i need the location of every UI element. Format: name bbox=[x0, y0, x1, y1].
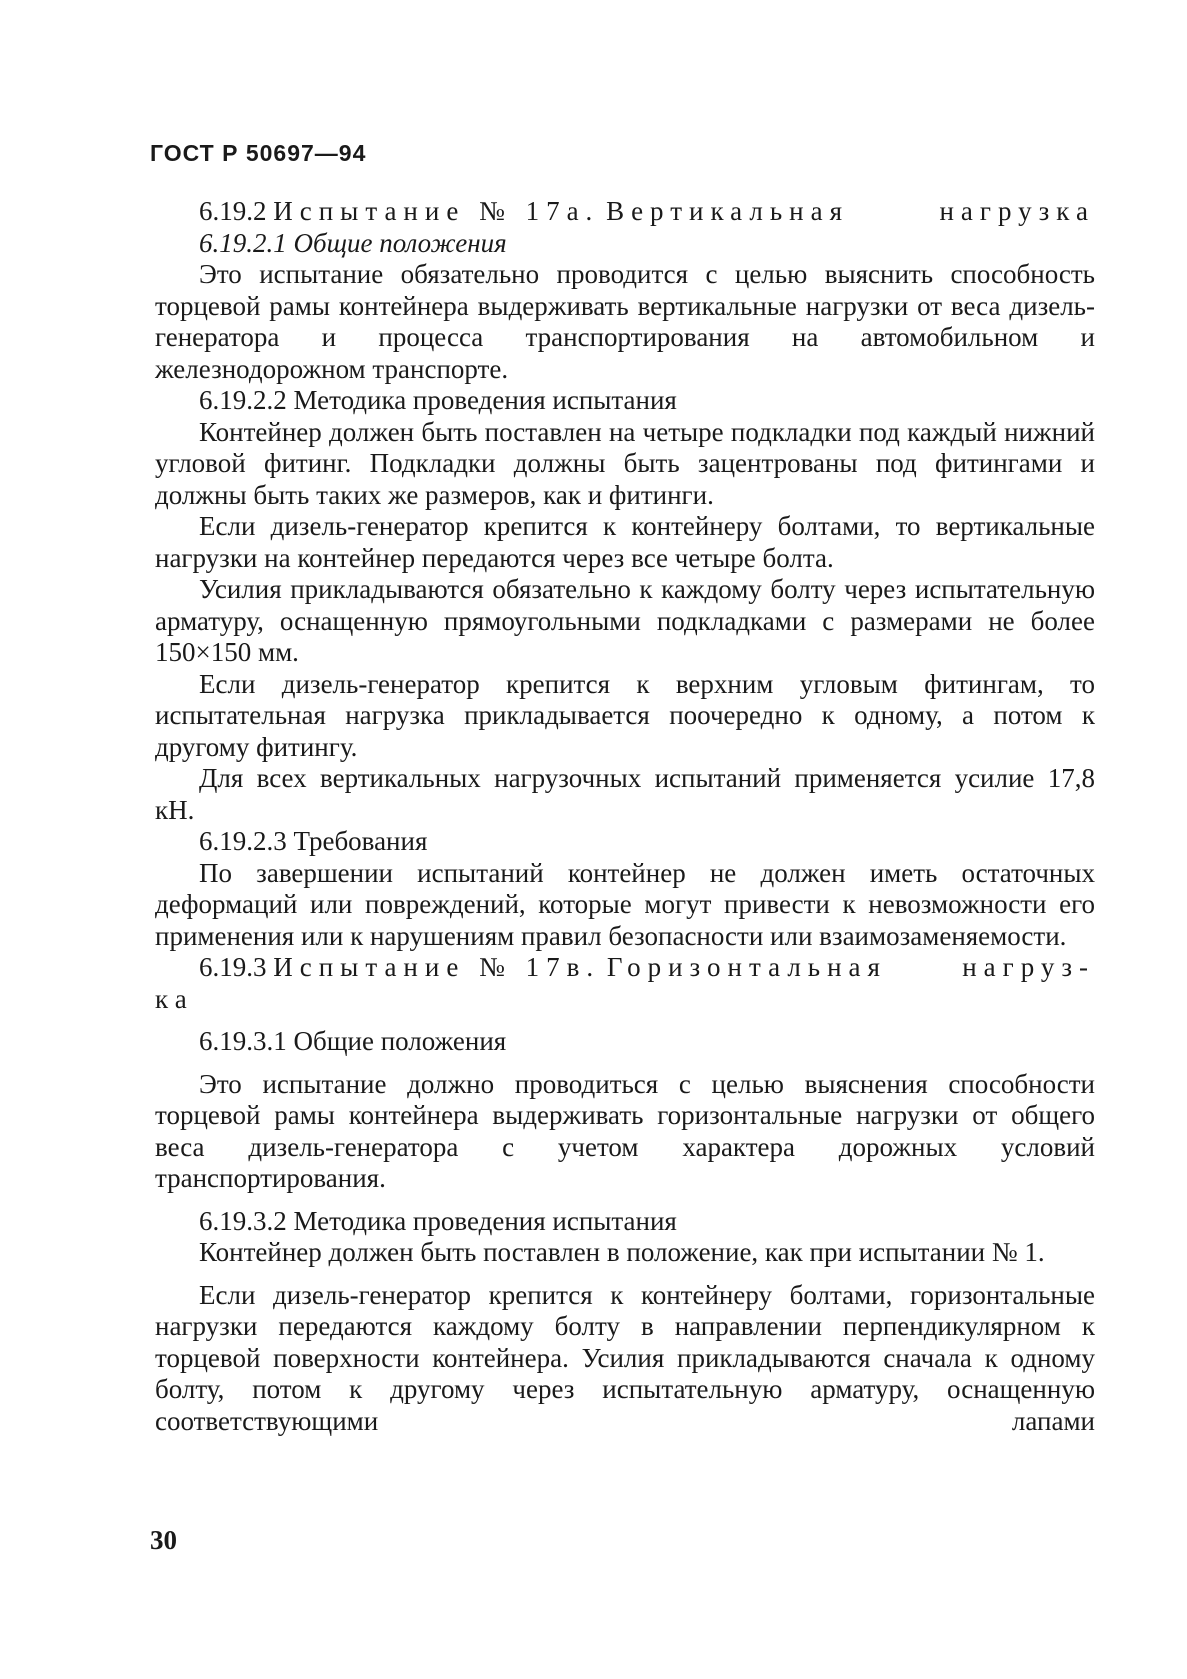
section-title-continuation: ка bbox=[155, 983, 194, 1014]
section-number: 6.19.3 bbox=[199, 952, 267, 982]
paragraph: Контейнер должен быть поставлен на четыре подкладки под каждый нижний угловой фитинг. Подкладки должны быть зацентрованы под фитингами и должны быть таких же размеров, как и фитинги. bbox=[155, 416, 1095, 510]
subsection-heading: 6.19.2.1 Общие положения bbox=[199, 227, 507, 258]
paragraph: Если дизель-генератор крепится к контейнеру болтами, горизонтальные нагрузки передаются каждому болту в направлении перпендикулярном к торцевой поверхности контейнера. Усилия прикладываются сначала к одному болту, потом к другому через испытательную арматуру, оснащенную соответствующими лапами bbox=[155, 1279, 1095, 1436]
paragraph: Это испытание должно проводиться с целью выяснения способности торцевой рамы контейнера выдерживать горизонтальные нагрузки от общего веса дизель-генератора с учетом характера дорожных условий транспортирования. bbox=[155, 1068, 1095, 1193]
section-label: Испытание № 17в. bbox=[273, 952, 601, 982]
section-title-end: нагруз- bbox=[962, 952, 1095, 982]
document-header: ГОСТ Р 50697—94 bbox=[150, 140, 367, 166]
page-number: 30 bbox=[150, 1525, 177, 1555]
paragraph: Это испытание обязательно проводится с целью выяснить способность торцевой рамы контейнера выдерживать вертикальные нагрузки от веса дизель-генератора и процесса транспортирования на автомобильном и железнодорожном транспорте. bbox=[155, 259, 1095, 384]
paragraph: Усилия прикладываются обязательно к каждому болту через испытательную арматуру, оснащенную прямоугольными подкладками с размерами не более 150×150 мм. bbox=[155, 574, 1095, 667]
section-title: Вертикальная bbox=[606, 196, 850, 226]
section-label: Испытание № 17а. bbox=[273, 196, 600, 226]
section-title-end: нагрузка bbox=[939, 196, 1095, 226]
paragraph: Для всех вертикальных нагрузочных испытаний применяется усилие 17,8 кН. bbox=[155, 763, 1095, 825]
subsection-heading: 6.19.3.2 Методика проведения испытания bbox=[199, 1205, 677, 1236]
document-body bbox=[155, 196, 1095, 1437]
paragraph: Если дизель-генератор крепится к верхним угловым фитингам, то испытательная нагрузка прикладывается поочередно к одному, а потом к другому фитингу. bbox=[155, 668, 1095, 762]
paragraph: Если дизель-генератор крепится к контейнеру болтами, то вертикальные нагрузки на контейнер передаются через все четыре болта. bbox=[155, 511, 1095, 573]
section-number: 6.19.2 bbox=[199, 196, 267, 226]
subsection-heading: 6.19.2.2 Методика проведения испытания bbox=[199, 385, 677, 415]
subsection-heading: 6.19.3.1 Общие положения bbox=[199, 1026, 507, 1056]
subsection-heading: 6.19.2.3 Требования bbox=[199, 826, 428, 856]
paragraph: По завершении испытаний контейнер не должен иметь остаточных деформаций или повреждений, которые могут привести к невозможности его применения или к нарушениям правил безопасности или взаимозаменяемости. bbox=[155, 857, 1095, 951]
paragraph: Контейнер должен быть поставлен в положение, как при испытании № 1. bbox=[199, 1237, 1045, 1267]
section-6-19-2-heading bbox=[155, 196, 1095, 228]
section-title: Горизонтальная bbox=[606, 952, 887, 982]
section-6-19-3-heading bbox=[155, 952, 1095, 984]
